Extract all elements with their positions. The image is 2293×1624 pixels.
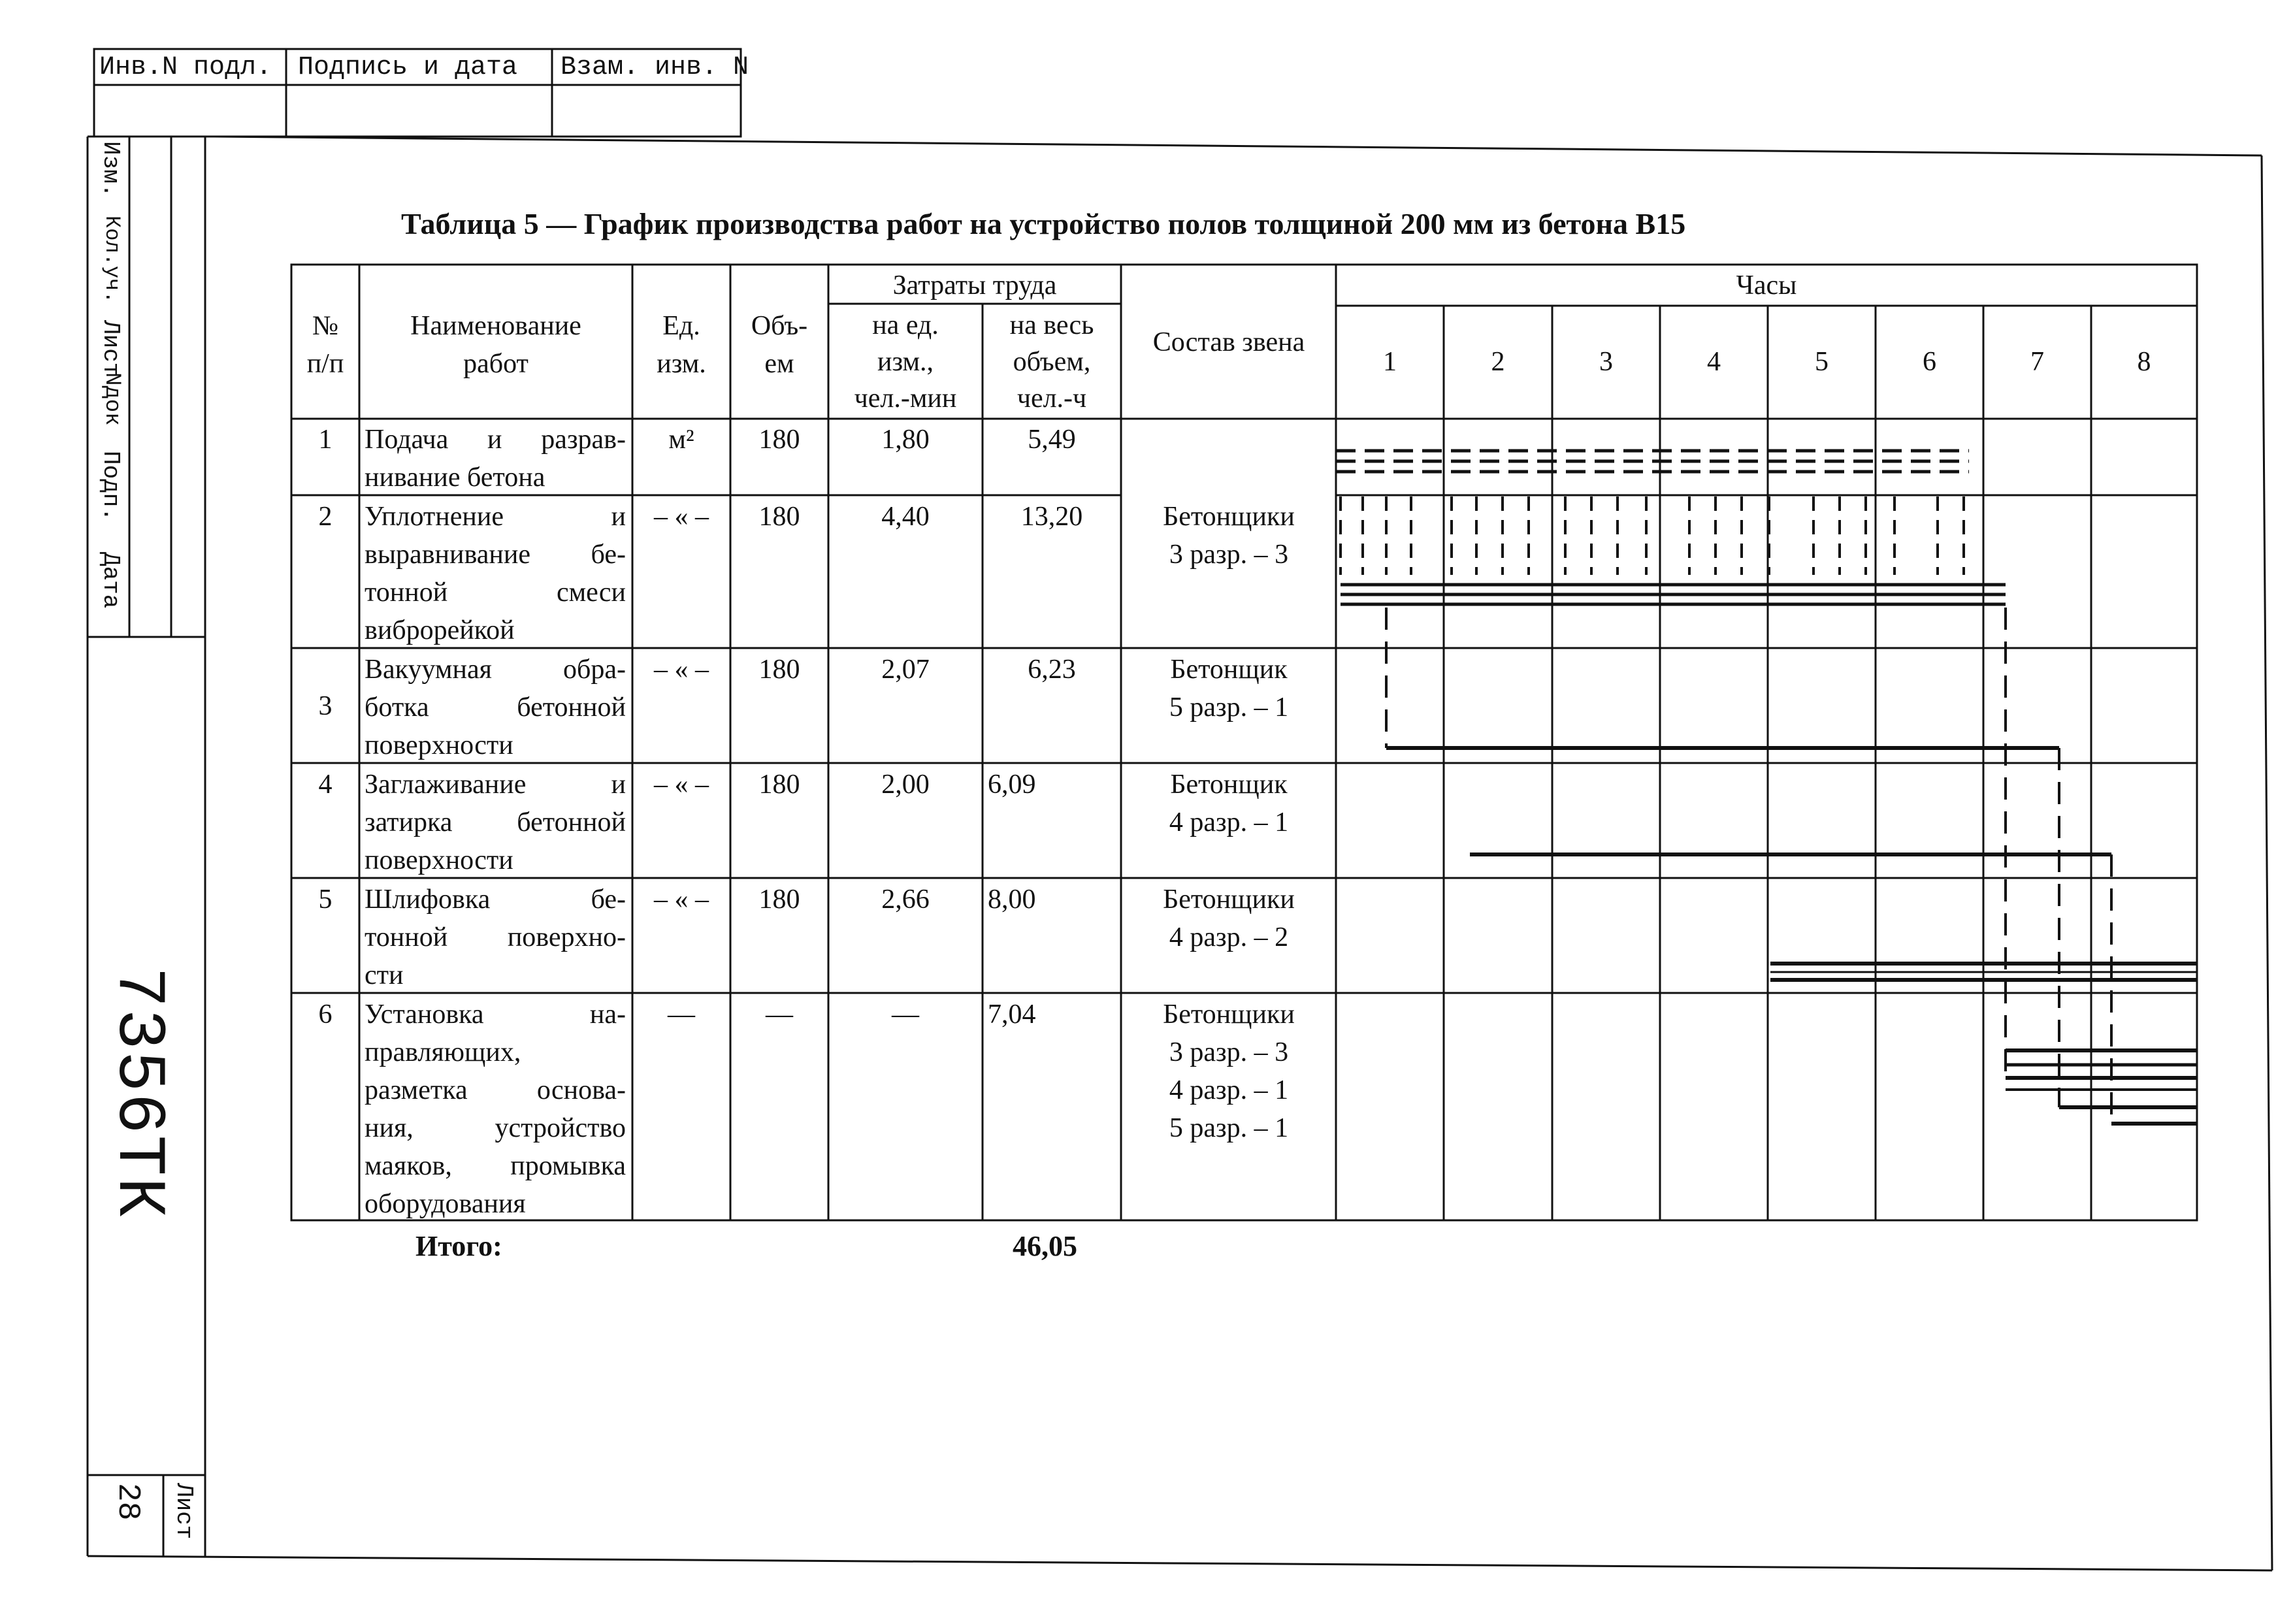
row2-unit: – « – <box>654 502 709 532</box>
hour-2: 2 <box>1491 347 1505 377</box>
row6-volume: — <box>766 999 793 1030</box>
header-labor-total: на весь объем, чел.-ч <box>1009 310 1094 414</box>
document-code: 7356ТК <box>99 967 176 1220</box>
hour-4: 4 <box>1707 347 1721 377</box>
row5-volume: 180 <box>758 885 800 915</box>
row5-total: 8,00 <box>988 885 1036 915</box>
hour-8: 8 <box>2137 347 2151 377</box>
sheet-number: 28 <box>110 1483 145 1521</box>
row1-total: 5,49 <box>1028 425 1076 455</box>
side-label-izm: Изм. <box>97 141 124 198</box>
side-label-data: Дата <box>97 552 124 609</box>
hour-7: 7 <box>2030 347 2044 377</box>
hour-6: 6 <box>1923 347 1936 377</box>
header-volume: Объ- ем <box>751 311 808 379</box>
row2-volume: 180 <box>758 502 800 532</box>
side-label-ndok: Nдок <box>99 372 124 426</box>
row3-unit: – « – <box>654 655 709 685</box>
table-title: Таблица 5 — График производства работ на устройство полов толщиной 200 мм из бетона В15 <box>401 207 1686 240</box>
header-crew: Состав звена <box>1152 327 1305 357</box>
row4-volume: 180 <box>758 770 800 800</box>
header-hours: Часы <box>1736 270 1797 300</box>
header-labor-unit: на ед. изм., чел.-мин <box>854 310 957 414</box>
row3-name: Вакуумная обра- ботка бетонной поверхности <box>365 655 626 760</box>
row1-num: 1 <box>318 425 333 455</box>
row1-volume: 180 <box>758 425 800 455</box>
row6-per-unit: — <box>892 999 919 1030</box>
row6-num: 6 <box>318 999 333 1030</box>
hour-5: 5 <box>1815 347 1829 377</box>
row5-num: 5 <box>318 885 333 915</box>
row2-per-unit: 4,40 <box>881 502 930 532</box>
row5-unit: – « – <box>654 885 709 915</box>
stamp-sign-label: Подпись и дата <box>298 53 518 82</box>
stamp-inv-label: Инв.N подл. <box>99 53 272 82</box>
header-name: Наименование работ <box>410 311 581 379</box>
crew-1: Бетонщики 3 разр. – 3 <box>1163 502 1295 570</box>
row1-per-unit: 1,80 <box>881 425 930 455</box>
row5-per-unit: 2,66 <box>881 885 930 915</box>
row3-volume: 180 <box>758 655 800 685</box>
row1-name: Подача и разрав- нивание бетона <box>365 425 626 493</box>
crew-4: Бетонщики 4 разр. – 2 <box>1163 885 1295 952</box>
total-label: Итого: <box>415 1230 502 1262</box>
hour-1: 1 <box>1383 347 1397 377</box>
row6-total: 7,04 <box>988 999 1036 1030</box>
header-num: № п/п <box>306 311 344 379</box>
row4-num: 4 <box>318 770 333 800</box>
row2-name: Уплотнение и выравнивание бе- тонной смеси виброрейкой <box>365 502 626 645</box>
header-unit: Ед. изм. <box>657 311 706 379</box>
row1-unit: м² <box>668 425 694 455</box>
row4-name: Заглаживание и затирка бетонной поверхности <box>365 770 626 875</box>
header-labor: Затраты труда <box>892 270 1057 300</box>
side-label-podp: Подп. <box>97 451 124 522</box>
row4-unit: – « – <box>654 770 709 800</box>
row6-unit: — <box>668 999 695 1030</box>
stamp-replace-label: Взам. инв. N <box>561 53 749 82</box>
row6-name: Установка на- правляющих, разметка основа- ния, устройство маяков, промывка оборудования <box>365 999 626 1219</box>
side-label-list: Лист <box>97 320 124 377</box>
total-value: 46,05 <box>1013 1230 1077 1262</box>
crew-3: Бетонщик 4 разр. – 1 <box>1169 770 1289 837</box>
row3-total: 6,23 <box>1028 655 1076 685</box>
row2-num: 2 <box>318 502 333 532</box>
row2-total: 13,20 <box>1020 502 1083 532</box>
row3-num: 3 <box>318 691 333 721</box>
row4-per-unit: 2,00 <box>881 770 930 800</box>
crew-2: Бетонщик 5 разр. – 1 <box>1169 655 1289 723</box>
side-label-kol: Кол.уч. <box>100 216 124 304</box>
row3-per-unit: 2,07 <box>881 655 930 685</box>
hour-3: 3 <box>1599 347 1613 377</box>
row4-total: 6,09 <box>988 770 1036 800</box>
sheet-label: Лист <box>171 1483 197 1540</box>
row5-name: Шлифовка бе- тонной поверхно- сти <box>365 885 626 990</box>
crew-5: Бетонщики 3 разр. – 3 4 разр. – 1 5 разр. – 1 <box>1163 999 1295 1143</box>
